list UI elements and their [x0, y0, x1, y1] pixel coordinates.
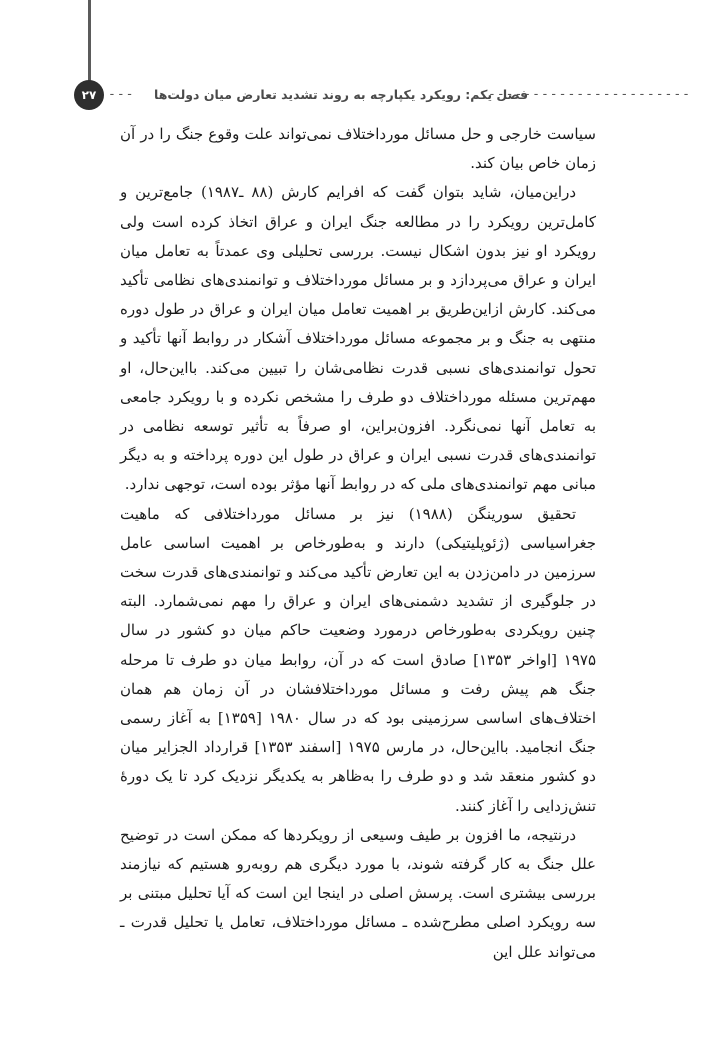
page-number: ۲۷ — [81, 88, 97, 102]
page-number-badge — [74, 80, 104, 110]
running-head: فصل یکم: رویکرد یکپارچه به روند تشدید تعارض میان دولت‌ها — [154, 87, 529, 102]
paragraph-conclusion: درنتیجه، ما افزون بر طیف وسیعی از رویکردها که ممکن است در توضیح علل جنگ به کار گرفته شوند، با مورد دیگری هم روبه‌رو هستیم که نیازمند بررسی بیشتری است. پرسش اصلی در اینجا این است که آیا تحلیل مبتنی بر سه رویکرد اصلی مطرح‌شده ـ مسائل مورداختلاف، تعامل یا تحلیل قدرت ـ می‌تواند علل این — [120, 825, 596, 961]
margin-rule — [88, 0, 91, 84]
header-dashes-right: ----------------------- — [488, 87, 692, 102]
header-dashes-left: --- — [108, 87, 135, 102]
paragraph-karsh: دراین‌میان، شاید بتوان گفت که افرایم کارش (۸۸ ـ۱۹۸۷) جامع‌ترین و کامل‌ترین رویکرد را در مطالعه جنگ ایران و عراق اتخاذ کرده است ولی رویکرد او نیز بدون اشکال نیست. بررسی تحلیلی وی عمدتاً به تعامل میان ایران و عراق می‌پردازد و بر مسائل مورداختلاف و توانمندی‌های نظامی تأکید می‌کند. کارش ازاین‌طریق بر اهمیت تعامل میان ایران و عراق در طول دوره منتهی به جنگ و بر مجموعه مسائل مورداختلاف آشکار در روابط آنها تأکید و تحول توانمندی‌های نسبی قدرت نظامی‌شان را تبیین می‌کند. بااین‌حال، او مهم‌ترین مسئله مورداختلاف دو طرف را مشخص نکرده و با رویکرد جامعی به تعامل آنها نمی‌نگرد. افزون‌براین، او صرفاً به تأثیر توسعه نظامی در توانمندی‌های قدرت نسبی ایران و عراق در طول این دوره پرداخته و به دیگر مبانی مهم توانمندی‌های ملی که در روابط آنها مؤثر بوده است، توجهی ندارد. — [120, 183, 596, 494]
body-text — [120, 120, 596, 967]
paragraph-swearingen: تحقیق سورینگن (۱۹۸۸) نیز بر مسائل مورداختلافی که ماهیت جغراسیاسی (ژئوپلیتیکی) دارند و به‌طورخاص بر اهمیت اساسی عامل سرزمین در دامن‌زدن به این تعارض تأکید می‌کند و توانمندی‌های قدرت سخت در جلوگیری از تشدید دشمنی‌های ایران و عراق را مهم نمی‌شمارد. البته چنین رویکردی به‌طورخاص درمورد وضعیت حاکم میان دو کشور در سال ۱۹۷۵ [اواخر ۱۳۵۳] صادق است که در آن، روابط میان دو طرف تا مرحله جنگ هم پیش رفت و مسائل مورداختلافشان در آن زمان هم همان اختلاف‌های اساسی سرزمینی بود که در سال ۱۹۸۰ [۱۳۵۹] به آغاز رسمی جنگ انجامید. بااین‌حال، در مارس ۱۹۷۵ [اسفند ۱۳۵۳] قرارداد الجزایر میان دو کشور منعقد شد و دو طرف را به‌ظاهر به یکدیگر نزدیک کرد تا یک دورهٔ تنش‌زدایی را آغاز کنند. — [120, 504, 597, 815]
paragraph-continuation: سیاست خارجی و حل مسائل مورداختلاف نمی‌تواند علت وقوع جنگ را در آن زمان خاص بیان کند. — [120, 125, 596, 173]
page-header — [74, 80, 692, 110]
